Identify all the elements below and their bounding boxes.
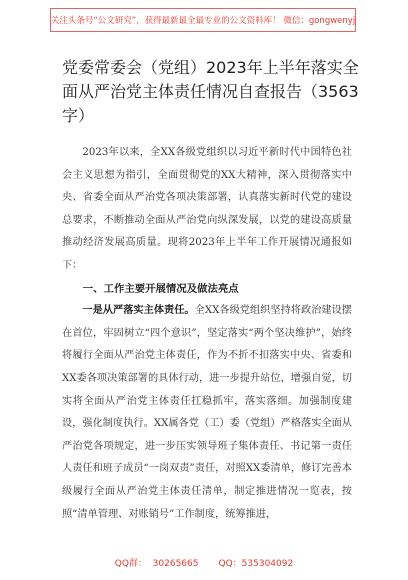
point-paragraph [62, 300, 352, 526]
document-body [62, 142, 352, 526]
section-heading: 一、工作主要开展情况及做法亮点 [82, 282, 239, 295]
header-banner: 关注头条号“公文研究”，获得最新最全最专业的公文资料库！ 微信：gongwenyj [50, 8, 356, 32]
point-body: 全XX各级党组织坚持将政治建设摆在首位，牢固树立“四个意识”，坚定落实“两个坚决维护”，始终将履行全面从严治党主体责任，作为不折不扣落实中央、省委和XX委各项决策部署的具体行动，进一步提升站位，增强自觉，切实将全面从严治党主体责任扛稳抓牢，落实落细。加强制度建设，强化制度执行。XX属各党（工）委（党组）严格落实全面从严治党各项规定，进一步压实领导班子集体责任、书记第一责任人责任和班子成员“一岗双责”责任，对照XX委清单，修订完善本级履行全面从严治党主体责任清单，制定推进情况一览表，按照“清单管理、对账销号”工作制度，统筹推进， [62, 305, 352, 520]
document-title: 党委常委会（党组）2023年上半年落实全面从严治党主体责任情况自查报告（3563字） [62, 58, 359, 125]
point-lead: 一是从严落实主体责任。 [82, 305, 195, 317]
intro-paragraph: 2023年以来，全XX各级党组织以习近平新时代中国特色社会主义思想为指引，全面贯彻党的XX大精神，深入贯彻落实中央、省委全面从严治党各项决策部署，认真落实新时代党的建设总要求，不断推动全面从严治党向纵深发展，以党的建设高质量推动经济发展高质量。现将2023年上半年工作开展情况通报如下： [62, 147, 352, 271]
footer-contact: QQ群： 30265665 QQ：535304092 [114, 559, 294, 569]
